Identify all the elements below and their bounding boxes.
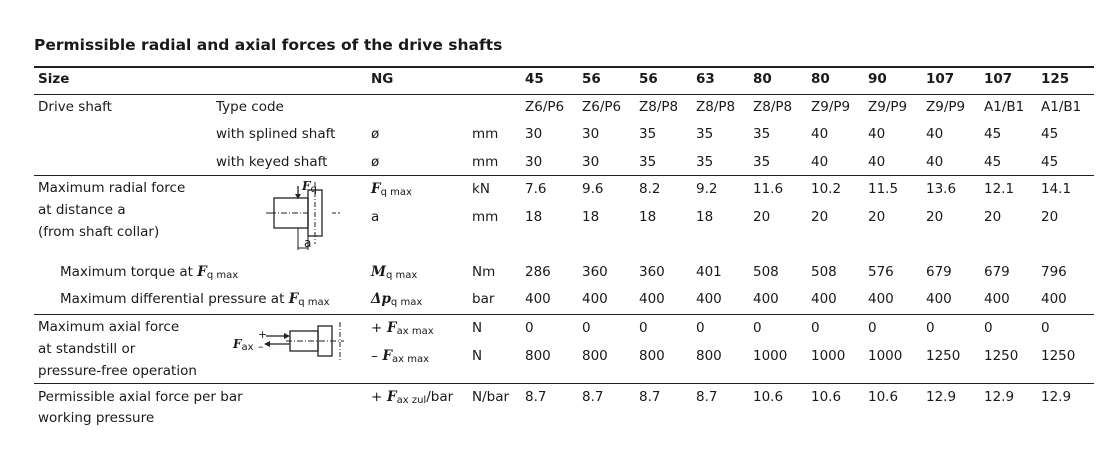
type-code-value: Z6/P6 <box>525 99 565 115</box>
keyed-shaft-value: 35 <box>639 154 657 170</box>
fq-max-value: 12.1 <box>984 181 1015 197</box>
axial-label-line-3: pressure-free operation <box>38 363 197 379</box>
fax-plus-value: 0 <box>639 320 648 336</box>
page-title: Permissible radial and axial forces of the drive shafts <box>34 36 503 54</box>
pressure-value: 400 <box>639 291 665 307</box>
keyed-symbol: ø <box>371 154 380 170</box>
axial-diagram-minus: – <box>258 340 264 353</box>
axial-label-line-2: at standstill or <box>38 341 136 357</box>
axial-rule <box>34 383 1094 384</box>
pressure-value: 400 <box>868 291 894 307</box>
distance-a-value: 18 <box>639 209 657 225</box>
fq-max-value: 11.6 <box>753 181 784 197</box>
table-top-rule <box>34 66 1094 68</box>
torque-label: Maximum torque at $F_{q max}$ <box>60 264 239 281</box>
distance-a-value: 20 <box>868 209 886 225</box>
pressure-value: 400 <box>696 291 722 307</box>
pressure-unit: bar <box>472 291 495 307</box>
permissible-label-line-2: working pressure <box>38 410 155 426</box>
keyed-shaft-value: 45 <box>984 154 1002 170</box>
fax-minus-value: 1000 <box>811 348 846 364</box>
type-code-label: Type code <box>216 99 284 115</box>
fax-zul-value: 12.9 <box>984 389 1015 405</box>
fax-minus-value: 1250 <box>984 348 1019 364</box>
distance-a-value: 18 <box>582 209 600 225</box>
fax-minus-value: 800 <box>525 348 551 364</box>
distance-a-value: 18 <box>696 209 714 225</box>
fax-zul-value: 8.7 <box>639 389 661 405</box>
fax-zul-value: 12.9 <box>926 389 957 405</box>
radial-label-line-1: Maximum radial force <box>38 180 186 196</box>
type-code-value: Z9/P9 <box>926 99 966 115</box>
fax-plus-value: 0 <box>811 320 820 336</box>
radial-diagram-distance-label: a <box>304 236 312 250</box>
fax-zul-value: 8.7 <box>582 389 604 405</box>
pressure-value: 400 <box>926 291 952 307</box>
size-header-cell: 45 <box>525 71 544 87</box>
type-code-value: A1/B1 <box>984 99 1025 115</box>
splined-shaft-value: 30 <box>525 126 543 142</box>
axial-label-line-1: Maximum axial force <box>38 319 180 335</box>
pressure-value: 400 <box>753 291 779 307</box>
fax-minus-value: 1000 <box>753 348 788 364</box>
size-header-cell: 125 <box>1041 71 1070 87</box>
pressure-value: 400 <box>582 291 608 307</box>
splined-symbol: ø <box>371 126 380 142</box>
size-header-cell: 80 <box>753 71 772 87</box>
fax-plus-value: 0 <box>582 320 591 336</box>
fq-max-value: 8.2 <box>639 181 661 197</box>
torque-value: 360 <box>639 264 665 280</box>
fq-max-symbol: $F_{q max}$ <box>371 181 412 198</box>
distance-a-value: 20 <box>1041 209 1059 225</box>
fax-zul-value: 8.7 <box>696 389 718 405</box>
drive-shaft-rule <box>34 175 1094 176</box>
fq-max-value: 10.2 <box>811 181 842 197</box>
fax-plus-value: 0 <box>926 320 935 336</box>
keyed-shaft-label: with keyed shaft <box>216 154 328 170</box>
splined-shaft-value: 35 <box>753 126 771 142</box>
keyed-shaft-value: 35 <box>753 154 771 170</box>
size-header-cell: 63 <box>696 71 715 87</box>
keyed-shaft-value: 30 <box>525 154 543 170</box>
torque-value: 679 <box>984 264 1010 280</box>
splined-shaft-value: 35 <box>639 126 657 142</box>
drive-shaft-label: Drive shaft <box>38 99 112 115</box>
keyed-shaft-value: 35 <box>696 154 714 170</box>
keyed-shaft-value: 40 <box>868 154 886 170</box>
fax-minus-value: 1250 <box>1041 348 1076 364</box>
torque-value: 360 <box>582 264 608 280</box>
radial-torque-rule <box>34 314 1094 315</box>
torque-value: 796 <box>1041 264 1067 280</box>
type-code-value: Z6/P6 <box>582 99 622 115</box>
splined-shaft-value: 45 <box>984 126 1002 142</box>
size-header-cell: 107 <box>926 71 955 87</box>
fax-zul-value: 12.9 <box>1041 389 1072 405</box>
fax-plus-value: 0 <box>525 320 534 336</box>
splined-shaft-value: 35 <box>696 126 714 142</box>
torque-value: 508 <box>811 264 837 280</box>
torque-symbol: $M_{q max}$ <box>371 264 418 281</box>
pressure-value: 400 <box>1041 291 1067 307</box>
type-code-value: Z9/P9 <box>868 99 908 115</box>
torque-value: 508 <box>753 264 779 280</box>
permissible-label-line-1: Permissible axial force per bar <box>38 389 243 405</box>
type-code-value: Z9/P9 <box>811 99 851 115</box>
fax-plus-symbol: + $F_{ax max}$ <box>371 320 434 337</box>
header-rule <box>34 94 1094 95</box>
fq-max-unit: kN <box>472 181 490 197</box>
keyed-shaft-value: 40 <box>811 154 829 170</box>
fq-max-value: 7.6 <box>525 181 547 197</box>
splined-shaft-value: 30 <box>582 126 600 142</box>
distance-a-value: 20 <box>811 209 829 225</box>
fq-max-value: 14.1 <box>1041 181 1072 197</box>
type-code-value: A1/B1 <box>1041 99 1082 115</box>
fax-plus-value: 0 <box>1041 320 1050 336</box>
keyed-shaft-value: 30 <box>582 154 600 170</box>
fq-max-value: 9.6 <box>582 181 604 197</box>
splined-shaft-label: with splined shaft <box>216 126 336 142</box>
fax-plus-value: 0 <box>696 320 705 336</box>
fax-zul-unit: N/bar <box>472 389 510 405</box>
fax-zul-value: 10.6 <box>753 389 784 405</box>
axial-diagram-force-label: $F_{ax}$ <box>233 337 254 353</box>
keyed-unit: mm <box>472 154 499 170</box>
size-header-cell: 80 <box>811 71 830 87</box>
splined-shaft-value: 40 <box>811 126 829 142</box>
radial-label-line-2: at distance a <box>38 202 126 218</box>
torque-value: 286 <box>525 264 551 280</box>
type-code-value: Z8/P8 <box>639 99 679 115</box>
pressure-value: 400 <box>525 291 551 307</box>
keyed-shaft-value: 40 <box>926 154 944 170</box>
distance-a-unit: mm <box>472 209 499 225</box>
pressure-label: Maximum differential pressure at $F_{q max}$ <box>60 291 330 308</box>
ng-header: NG <box>371 71 394 87</box>
radial-diagram-force-label: $F_q$ <box>302 179 317 195</box>
torque-value: 576 <box>868 264 894 280</box>
distance-a-value: 20 <box>926 209 944 225</box>
fax-zul-symbol: + $F_{ax zul}$/bar <box>371 389 454 406</box>
size-header-cell: 56 <box>582 71 601 87</box>
pressure-symbol: $\Delta p_{q max}$ <box>371 291 423 308</box>
fax-plus-value: 0 <box>868 320 877 336</box>
torque-value: 679 <box>926 264 952 280</box>
fax-plus-value: 0 <box>984 320 993 336</box>
fax-minus-value: 800 <box>696 348 722 364</box>
fax-zul-value: 10.6 <box>868 389 899 405</box>
fax-minus-unit: N <box>472 348 483 364</box>
fq-max-value: 13.6 <box>926 181 957 197</box>
pressure-value: 400 <box>811 291 837 307</box>
splined-shaft-value: 45 <box>1041 126 1059 142</box>
fax-plus-unit: N <box>472 320 483 336</box>
keyed-shaft-value: 45 <box>1041 154 1059 170</box>
distance-a-value: 20 <box>984 209 1002 225</box>
fax-zul-value: 10.6 <box>811 389 842 405</box>
axial-diagram-plus: + <box>258 328 268 341</box>
splined-shaft-value: 40 <box>926 126 944 142</box>
distance-a-symbol: a <box>371 209 380 225</box>
fax-minus-value: 800 <box>639 348 665 364</box>
size-header-cell: 107 <box>984 71 1013 87</box>
torque-value: 401 <box>696 264 722 280</box>
fq-max-value: 9.2 <box>696 181 718 197</box>
splined-unit: mm <box>472 126 499 142</box>
size-header-cell: 56 <box>639 71 658 87</box>
axial-force-diagram <box>258 326 348 376</box>
radial-label-line-3: (from shaft collar) <box>38 224 160 240</box>
type-code-value: Z8/P8 <box>696 99 736 115</box>
size-header-cell: 90 <box>868 71 887 87</box>
distance-a-value: 20 <box>753 209 771 225</box>
fax-minus-symbol: – $F_{ax max}$ <box>371 348 430 365</box>
fax-minus-value: 1000 <box>868 348 903 364</box>
fax-minus-value: 1250 <box>926 348 961 364</box>
splined-shaft-value: 40 <box>868 126 886 142</box>
size-header: Size <box>38 71 70 87</box>
fq-max-value: 11.5 <box>868 181 899 197</box>
pressure-value: 400 <box>984 291 1010 307</box>
torque-unit: Nm <box>472 264 496 280</box>
fax-zul-value: 8.7 <box>525 389 547 405</box>
fax-plus-value: 0 <box>753 320 762 336</box>
distance-a-value: 18 <box>525 209 543 225</box>
type-code-value: Z8/P8 <box>753 99 793 115</box>
fax-minus-value: 800 <box>582 348 608 364</box>
